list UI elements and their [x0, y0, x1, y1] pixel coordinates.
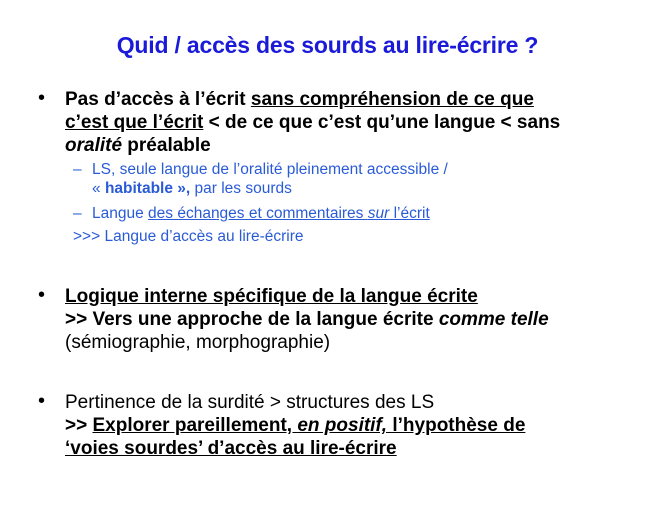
bullet-line: Logique interne spécifique de la langue écrite [65, 286, 478, 307]
dash-icon: – [73, 205, 82, 222]
text-run: Explorer pareillement, [92, 415, 298, 436]
text-run: >> [65, 415, 93, 436]
bullet-icon: • [38, 390, 46, 412]
bold-text: habitable », [104, 180, 191, 197]
text-run: >> Vers une approche de la langue écrite [65, 309, 439, 330]
bullet-line [65, 308, 655, 331]
text-run: par les sourds [190, 180, 292, 197]
text-run: < de ce que c’est qu’une langue < sans [203, 112, 561, 133]
bullet-line [65, 134, 655, 157]
sub-line: LS, seule langue de l’oralité pleinement accessible / [92, 161, 448, 178]
text-run: l’ [389, 205, 401, 222]
bullet-text [65, 88, 655, 157]
bullet-icon: • [38, 87, 46, 109]
bullet-line [65, 414, 655, 437]
bullet-line: ‘voies sourdes’ d’accès au lire-écrire [65, 438, 397, 459]
italic-text: oralité [65, 135, 123, 156]
dash-icon: – [73, 161, 82, 178]
underlined-text [92, 415, 525, 436]
underlined-text [148, 205, 430, 222]
italic-text: comme telle [438, 309, 549, 330]
sub-text [92, 160, 448, 198]
sub-text [92, 204, 430, 223]
text-run: écrit [400, 205, 430, 222]
sub-line [92, 204, 430, 223]
bullet-line [65, 88, 655, 111]
underlined-text: sans compréhension de ce que [250, 89, 534, 110]
text-run: « [92, 180, 105, 197]
italic-text: en positif, [297, 415, 388, 436]
underlined-text: c’est que l’écrit [65, 112, 204, 133]
bullet-text [65, 391, 655, 460]
sub-line [92, 179, 448, 198]
slide-title: Quid / accès des sourds au lire-écrire ? [116, 32, 539, 58]
bullet-icon: • [38, 284, 46, 306]
arrows-line: >>> Langue d’accès au lire-écrire [73, 228, 304, 245]
text-run: préalable [122, 135, 211, 156]
text-run: des échanges et commentaires [148, 205, 368, 222]
italic-text: sur [367, 205, 390, 222]
bullet-text [65, 285, 655, 354]
bullet-line: Pertinence de la surdité > structures des LS [65, 392, 435, 413]
text-run: l’hypothèse de [387, 415, 526, 436]
bullet-line [65, 111, 655, 134]
text-run: Langue [92, 205, 149, 222]
bullet-line: (sémiographie, morphographie) [65, 332, 331, 353]
text-run: Pas d’accès à l’écrit [65, 89, 251, 110]
